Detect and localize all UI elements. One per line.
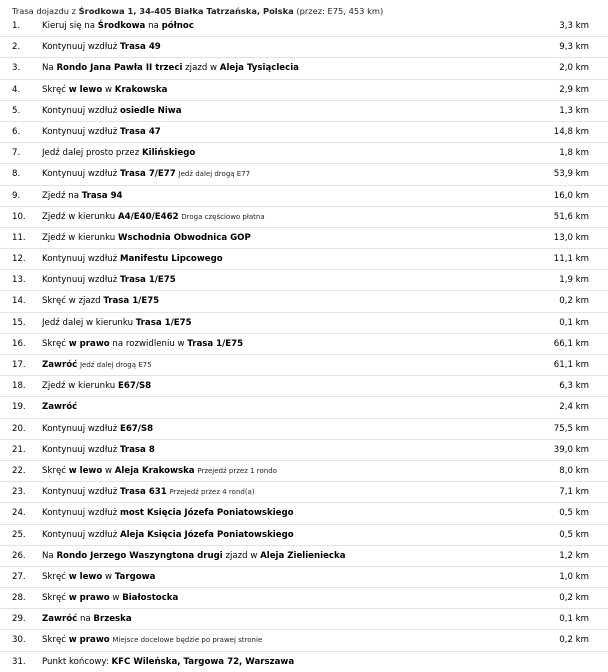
step-instruction-text: Kontynuuj wzdłuż bbox=[42, 508, 120, 519]
steps-list bbox=[0, 16, 608, 672]
step-instruction-text: Zjedź w kierunku bbox=[42, 381, 118, 392]
step-row bbox=[0, 228, 608, 249]
header-prefix: Trasa dojazdu z bbox=[12, 6, 79, 16]
step-instruction bbox=[42, 419, 542, 439]
step-instruction bbox=[42, 270, 542, 290]
step-instruction-bold: w lewo bbox=[68, 84, 103, 95]
step-instruction-bold: Trasa 1/E75 bbox=[187, 338, 244, 349]
step-number: 24. bbox=[12, 508, 26, 519]
step-instruction-text: Kontynuuj wzdłuż bbox=[42, 529, 120, 540]
step-distance: 11,1 km bbox=[553, 254, 589, 265]
step-row bbox=[0, 37, 608, 58]
step-distance: 53,9 km bbox=[553, 169, 589, 180]
step-row bbox=[0, 80, 608, 101]
step-note: Miejsce docelowe będzie po prawej stronie bbox=[112, 636, 263, 645]
step-instruction-bold: A4/E40/E462 bbox=[118, 211, 179, 222]
step-instruction-text: w bbox=[102, 571, 115, 582]
step-instruction-bold: północ bbox=[161, 21, 194, 31]
route-header bbox=[12, 6, 383, 16]
step-instruction-bold: Trasa 49 bbox=[119, 42, 161, 53]
step-row bbox=[0, 630, 608, 651]
step-instruction-text: w bbox=[109, 593, 123, 604]
step-row bbox=[0, 16, 608, 37]
step-distance: 8,0 km bbox=[559, 465, 589, 476]
step-instruction-bold: Trasa 94 bbox=[81, 190, 123, 201]
step-instruction-bold: Zawróć bbox=[42, 614, 78, 625]
step-distance: 2,0 km bbox=[559, 63, 589, 74]
step-instruction bbox=[42, 397, 542, 417]
step-instruction-bold: Trasa 8 bbox=[119, 444, 155, 455]
step-distance: 2,4 km bbox=[559, 402, 589, 413]
step-instruction-bold: most Księcia Józefa Poniatowskiego bbox=[119, 508, 294, 519]
step-row bbox=[0, 652, 608, 672]
step-instruction-bold: Zawróć bbox=[42, 402, 78, 413]
step-row bbox=[0, 122, 608, 143]
step-instruction-bold: Trasa 1/E75 bbox=[135, 317, 192, 328]
step-number: 4. bbox=[12, 84, 21, 95]
step-number: 21. bbox=[12, 444, 26, 455]
step-instruction-bold: osiedle Niwa bbox=[119, 105, 182, 116]
step-row bbox=[0, 249, 608, 270]
step-row bbox=[0, 546, 608, 567]
step-instruction bbox=[42, 207, 542, 227]
step-instruction bbox=[42, 461, 542, 481]
step-instruction-bold: Aleja Krakowska bbox=[114, 465, 195, 476]
step-instruction-text: Skręć bbox=[42, 465, 69, 476]
step-instruction-text: Kontynuuj wzdłuż bbox=[42, 254, 120, 265]
step-instruction-bold: Targowa bbox=[114, 571, 156, 582]
step-row bbox=[0, 567, 608, 588]
step-row bbox=[0, 313, 608, 334]
step-instruction-text: Punkt końcowy: bbox=[42, 656, 112, 667]
step-number: 15. bbox=[12, 317, 26, 328]
step-instruction-bold: Trasa 47 bbox=[119, 126, 161, 137]
step-row bbox=[0, 397, 608, 418]
step-number: 30. bbox=[12, 635, 26, 646]
step-number: 3. bbox=[12, 63, 21, 74]
step-instruction bbox=[42, 652, 542, 672]
step-distance: 0,2 km bbox=[559, 296, 589, 307]
step-distance: 1,8 km bbox=[559, 148, 589, 159]
step-distance: 75,5 km bbox=[553, 423, 589, 434]
step-instruction-bold: Aleja Tysiąclecia bbox=[219, 63, 299, 74]
step-row bbox=[0, 355, 608, 376]
step-instruction bbox=[42, 630, 542, 650]
step-distance: 9,3 km bbox=[559, 42, 589, 53]
step-instruction-bold: Krakowska bbox=[114, 84, 168, 95]
step-instruction-text: Jedź dalej prosto przez bbox=[42, 148, 142, 159]
step-number: 8. bbox=[12, 169, 21, 180]
step-distance: 7,1 km bbox=[559, 487, 589, 498]
step-distance: 16,0 km bbox=[553, 190, 589, 201]
step-row bbox=[0, 588, 608, 609]
step-row bbox=[0, 503, 608, 524]
step-instruction-bold: E67/S8 bbox=[118, 381, 152, 392]
step-number: 19. bbox=[12, 402, 26, 413]
step-instruction-bold: Trasa 631 bbox=[119, 487, 167, 498]
step-instruction-text: Jedź dalej w kierunku bbox=[42, 317, 136, 328]
header-suffix: (przez: E75, 453 km) bbox=[293, 6, 384, 16]
step-number: 6. bbox=[12, 126, 21, 137]
step-number: 27. bbox=[12, 571, 26, 582]
step-instruction bbox=[42, 186, 542, 206]
step-instruction bbox=[42, 101, 542, 121]
step-instruction-text: Zjedź na bbox=[42, 190, 82, 201]
step-note: Przejedź przez 1 rondo bbox=[197, 466, 277, 475]
step-instruction bbox=[42, 37, 542, 57]
step-number: 13. bbox=[12, 275, 26, 286]
step-instruction-bold: Brzeska bbox=[93, 614, 132, 625]
step-row bbox=[0, 525, 608, 546]
step-instruction bbox=[42, 546, 542, 566]
step-instruction-text: Skręć bbox=[42, 593, 69, 604]
step-distance: 0,2 km bbox=[559, 593, 589, 604]
step-instruction-text: Kieruj się na bbox=[42, 21, 98, 31]
step-instruction-text: zjazd w bbox=[182, 63, 220, 74]
step-instruction-bold: w lewo bbox=[68, 465, 103, 476]
step-instruction-bold: trzeci bbox=[152, 63, 183, 74]
step-instruction-bold: Aleja Księcia Józefa Poniatowskiego bbox=[119, 529, 294, 540]
step-instruction bbox=[42, 16, 542, 36]
step-row bbox=[0, 101, 608, 122]
step-row bbox=[0, 609, 608, 630]
step-instruction-bold: Środkowa bbox=[97, 21, 146, 31]
step-number: 25. bbox=[12, 529, 26, 540]
step-instruction-text: Zjedź w kierunku bbox=[42, 211, 118, 222]
step-instruction-text: Kontynuuj wzdłuż bbox=[42, 487, 120, 498]
step-instruction-bold: w prawo bbox=[68, 593, 110, 604]
step-row bbox=[0, 186, 608, 207]
step-distance: 61,1 km bbox=[553, 360, 589, 370]
step-instruction bbox=[42, 355, 542, 375]
step-instruction-text: Kontynuuj wzdłuż bbox=[42, 105, 120, 116]
step-instruction-bold: Wschodnia Obwodnica GOP bbox=[118, 232, 251, 243]
step-number: 9. bbox=[12, 190, 21, 201]
step-instruction-text: Skręć bbox=[42, 84, 69, 95]
step-number: 28. bbox=[12, 593, 26, 604]
step-instruction-text: Skręć bbox=[42, 571, 69, 582]
step-number: 1. bbox=[12, 21, 21, 31]
step-distance: 1,2 km bbox=[559, 550, 589, 561]
step-instruction-bold: Zawróć bbox=[42, 360, 78, 370]
step-instruction bbox=[42, 313, 542, 333]
step-instruction bbox=[42, 376, 542, 396]
step-distance: 66,1 km bbox=[553, 338, 589, 349]
step-row bbox=[0, 440, 608, 461]
step-instruction bbox=[42, 58, 542, 78]
step-instruction-text: Kontynuuj wzdłuż bbox=[42, 444, 120, 455]
step-row bbox=[0, 461, 608, 482]
step-instruction-bold: Trasa 7/E77 bbox=[119, 169, 176, 180]
step-number: 5. bbox=[12, 105, 21, 116]
step-distance: 1,9 km bbox=[559, 275, 589, 286]
step-instruction-text: Kontynuuj wzdłuż bbox=[42, 169, 120, 180]
step-instruction bbox=[42, 122, 542, 142]
step-distance: 13,0 km bbox=[553, 232, 589, 243]
step-instruction bbox=[42, 143, 542, 163]
step-instruction-text: w bbox=[102, 84, 115, 95]
step-distance: 2,9 km bbox=[559, 84, 589, 95]
step-instruction bbox=[42, 164, 542, 184]
step-instruction bbox=[42, 482, 542, 502]
step-instruction-text: Zjedź w kierunku bbox=[42, 232, 118, 243]
step-instruction-text: Skręć bbox=[42, 338, 69, 349]
step-number: 23. bbox=[12, 487, 26, 498]
step-instruction-text: Skręć w zjazd bbox=[42, 296, 104, 307]
step-instruction-text: Kontynuuj wzdłuż bbox=[42, 423, 120, 434]
step-instruction bbox=[42, 334, 542, 354]
step-distance: 0,2 km bbox=[559, 635, 589, 646]
step-row bbox=[0, 143, 608, 164]
step-distance: 0,5 km bbox=[559, 529, 589, 540]
step-number: 2. bbox=[12, 42, 21, 53]
step-instruction bbox=[42, 249, 542, 269]
step-number: 31. bbox=[12, 656, 26, 667]
step-number: 16. bbox=[12, 338, 26, 349]
step-instruction bbox=[42, 80, 542, 100]
step-instruction-bold: Trasa 1/E75 bbox=[119, 275, 176, 286]
step-number: 14. bbox=[12, 296, 26, 307]
step-distance: 51,6 km bbox=[553, 211, 589, 222]
step-row bbox=[0, 482, 608, 503]
step-number: 7. bbox=[12, 148, 21, 159]
step-instruction bbox=[42, 440, 542, 460]
step-distance: 0,5 km bbox=[559, 508, 589, 519]
step-distance: 1,0 km bbox=[559, 571, 589, 582]
step-number: 11. bbox=[12, 232, 26, 243]
step-distance: 14,8 km bbox=[553, 126, 589, 137]
step-instruction bbox=[42, 525, 542, 545]
step-number: 17. bbox=[12, 360, 26, 370]
step-instruction-text: Kontynuuj wzdłuż bbox=[42, 42, 120, 53]
step-instruction bbox=[42, 228, 542, 248]
step-note: Jedź dalej drogą E75 bbox=[79, 361, 152, 369]
step-instruction-text: na bbox=[145, 21, 162, 31]
step-instruction-bold: w prawo bbox=[68, 338, 110, 349]
step-number: 22. bbox=[12, 465, 26, 476]
step-instruction bbox=[42, 291, 542, 311]
step-instruction-text: Na bbox=[42, 63, 57, 74]
step-instruction bbox=[42, 588, 542, 608]
step-row bbox=[0, 419, 608, 440]
step-number: 18. bbox=[12, 381, 26, 392]
step-distance: 3,3 km bbox=[559, 21, 589, 31]
step-instruction-text: Kontynuuj wzdłuż bbox=[42, 126, 120, 137]
step-instruction-bold: Kilińskiego bbox=[141, 148, 196, 159]
step-instruction-bold: KFC Wileńska, Targowa 72, Warszawa bbox=[111, 656, 295, 667]
step-instruction-bold: E67/S8 bbox=[119, 423, 154, 434]
step-note: Przejedź przez 4 rond(a) bbox=[169, 488, 255, 497]
step-row bbox=[0, 291, 608, 312]
step-number: 12. bbox=[12, 254, 26, 265]
step-instruction-bold: Białostocka bbox=[122, 593, 179, 604]
step-instruction-bold: Rondo Jerzego Waszyngtona bbox=[56, 550, 195, 561]
step-instruction-bold: Trasa 1/E75 bbox=[103, 296, 160, 307]
step-distance: 6,3 km bbox=[559, 381, 589, 392]
step-row bbox=[0, 164, 608, 185]
step-distance: 39,0 km bbox=[553, 444, 589, 455]
step-instruction-bold: w prawo bbox=[68, 635, 110, 646]
step-note: Jedź dalej drogą E77 bbox=[178, 170, 251, 179]
step-instruction-text: na rozwidleniu w bbox=[109, 338, 188, 349]
step-instruction-bold: Aleja Zielieniecka bbox=[260, 550, 346, 561]
step-instruction-text: zjazd w bbox=[222, 550, 261, 561]
step-distance: 0,1 km bbox=[559, 614, 589, 625]
step-row bbox=[0, 58, 608, 79]
step-instruction bbox=[42, 567, 542, 587]
step-instruction-bold: Manifestu Lipcowego bbox=[119, 254, 223, 265]
step-instruction-text: na bbox=[77, 614, 94, 625]
header-origin: Środkowa 1, 34-405 Białka Tatrzańska, Polska bbox=[78, 6, 294, 16]
step-row bbox=[0, 207, 608, 228]
step-instruction bbox=[42, 503, 542, 523]
step-instruction-bold: Rondo Jana Pawła II bbox=[56, 63, 153, 74]
step-note: Droga częściowo płatna bbox=[181, 212, 265, 221]
step-number: 10. bbox=[12, 211, 26, 222]
step-instruction-bold: w lewo bbox=[68, 571, 103, 582]
step-instruction-text: Na bbox=[42, 550, 57, 561]
step-row bbox=[0, 376, 608, 397]
step-distance: 1,3 km bbox=[559, 105, 589, 116]
step-number: 20. bbox=[12, 423, 26, 434]
step-row bbox=[0, 334, 608, 355]
step-instruction-bold: drugi bbox=[194, 550, 223, 561]
step-instruction-text: Skręć bbox=[42, 635, 69, 646]
step-row bbox=[0, 270, 608, 291]
step-instruction bbox=[42, 609, 542, 629]
step-number: 26. bbox=[12, 550, 26, 561]
step-number: 29. bbox=[12, 614, 26, 625]
step-instruction-text: Kontynuuj wzdłuż bbox=[42, 275, 120, 286]
step-instruction-text: w bbox=[102, 465, 115, 476]
step-distance: 0,1 km bbox=[559, 317, 589, 328]
